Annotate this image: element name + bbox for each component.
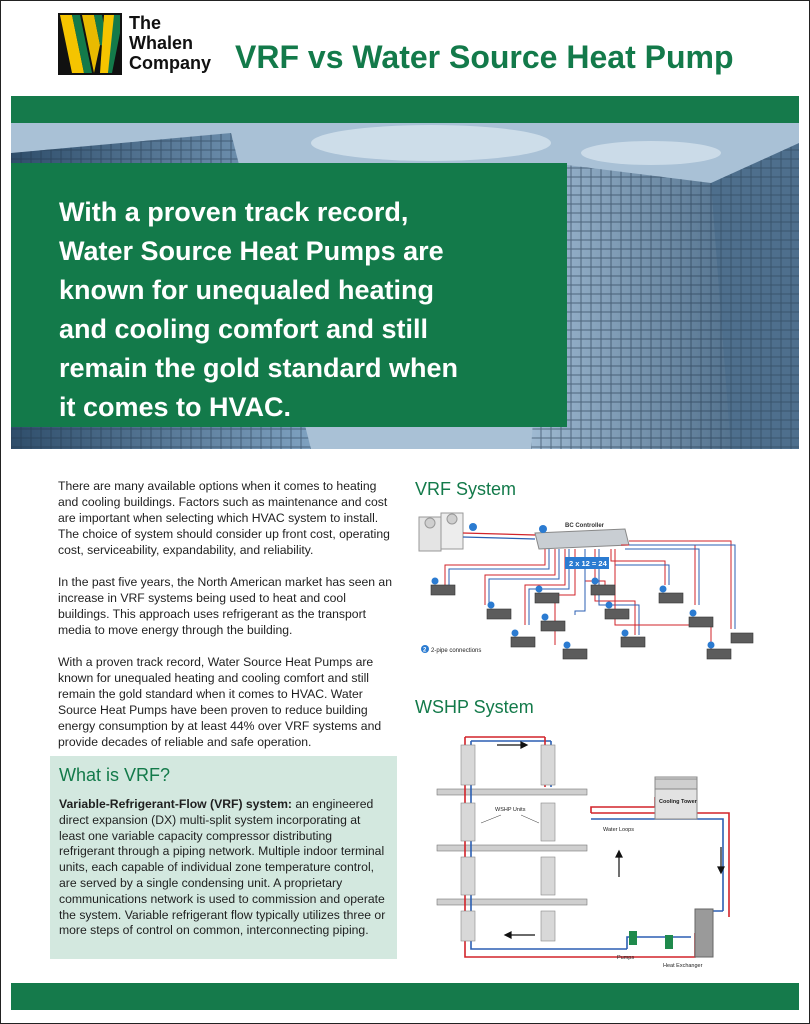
bottom-green-band [11,983,799,1010]
hero-quote-line: Water Source Heat Pumps are [59,236,444,266]
wshp-unit-icon [461,803,475,841]
vrf-system-diagram [415,505,755,663]
hero-quote [59,193,519,427]
wshp-unit-icon [541,803,555,841]
wshp-unit-icon [541,745,555,785]
what-is-vrf-definition [59,797,389,939]
company-name-line-2: Whalen [129,33,194,53]
vrf-system-title: VRF System [415,479,517,499]
wshp-unit-icon [461,745,475,785]
intro-paragraph: With a proven track record, Water Source Heat Pumps are known for unequaled heating and cooling comfort and still remain the gold standard when it comes to HVAC. Water Source Heat Pumps have been proven to reduce building energy consumption by at least 44% over VRF systems and provide decades of reliable and safe operation. [58,655,382,749]
indoor-unit-icon [689,617,713,627]
hero-quote-line: and cooling comfort and still [59,314,429,344]
company-name-line-1: The [129,13,162,33]
connection-badge-icon [469,523,477,531]
legend-badge: 2 [423,647,427,654]
indoor-unit-icon [563,649,587,659]
bc-controller-label: BC Controller [565,523,604,529]
water-loops-label: Water Loops [603,827,634,833]
indoor-unit-icon [591,585,615,595]
cooling-tower-label: Cooling Tower [659,799,697,805]
company-name [129,13,211,73]
wshp-unit-icon [541,857,555,895]
cooling-tower-icon [655,777,697,819]
indoor-unit-icon [621,637,645,647]
connection-badge-icon [539,525,547,533]
bc-controller-icon [535,523,629,549]
indoor-unit-icon [659,593,683,603]
wshp-units-label: WSHP Units [495,807,526,813]
heat-exchanger-icon [695,909,713,957]
indoor-unit-icon [731,633,753,643]
condensing-unit-icon [419,513,463,551]
intro-paragraph: In the past five years, the North American market has seen an increase in VRF systems being used to heat and cool buildings. This approach uses refrigerant as the transport media to move energy through the building. [58,575,392,637]
indoor-unit-icon [605,609,629,619]
indoor-unit-icon [541,621,565,631]
header [1,1,809,93]
legend-label: 2-pipe connections [431,648,482,654]
pumps-label: Pumps [617,955,635,961]
hero-quote-line: remain the gold standard when [59,353,459,383]
indoor-unit-icon [707,649,731,659]
vrf-definition-text: an engineered direct expansion (DX) multi-split system incorporating at least one variable capacity compressor distributing refrigerant through a piping network. Multiple indoor terminal units, each capable of individual zone temperature control, are served by a single condensing unit. A proprietary communications network is used to commission and operate the system. Variable refrigerant flow typically utilizes three or more steps of control on common, interconnecting piping. [59,797,386,938]
indoor-unit-icon [535,593,559,603]
hero-quote-line: it comes to HVAC. [59,392,292,422]
wshp-unit-icon [541,911,555,941]
hero-quote-line: With a proven track record, [59,197,409,227]
intro-paragraph: There are many available options when it comes to heating and cooling buildings. Factors such as maintenance and cost are important when selecting which HVAC system to install. The choice of system should consider up front cost, operating cost, serviceability, expandability, and reliability. [58,479,390,557]
heat-exchanger-label: Heat Exchanger [663,963,703,969]
wshp-units [461,745,555,941]
flow-arrows [497,742,724,938]
hero-quote-line: known for unequaled heating [59,275,435,305]
pumps-icon [629,931,673,949]
wshp-system-diagram [431,727,771,979]
vrf-term: Variable-Refrigerant-Flow (VRF) system: [59,797,292,811]
intro-text [58,478,394,766]
wshp-system-title: WSHP System [415,697,534,717]
top-green-band [11,96,799,123]
page-title: VRF vs Water Source Heat Pump [235,39,734,75]
w-stripes-logo-icon [58,13,122,75]
multiplier-label: 2 x 12 = 24 [569,559,607,568]
indoor-unit-icon [511,637,535,647]
wshp-unit-icon [461,911,475,941]
company-name-line-3: Company [129,53,212,73]
what-is-vrf-heading: What is VRF? [59,765,171,785]
connection-badges [432,578,715,649]
indoor-unit-icon [487,609,511,619]
indoor-unit-icon [431,585,455,595]
wshp-unit-icon [461,857,475,895]
